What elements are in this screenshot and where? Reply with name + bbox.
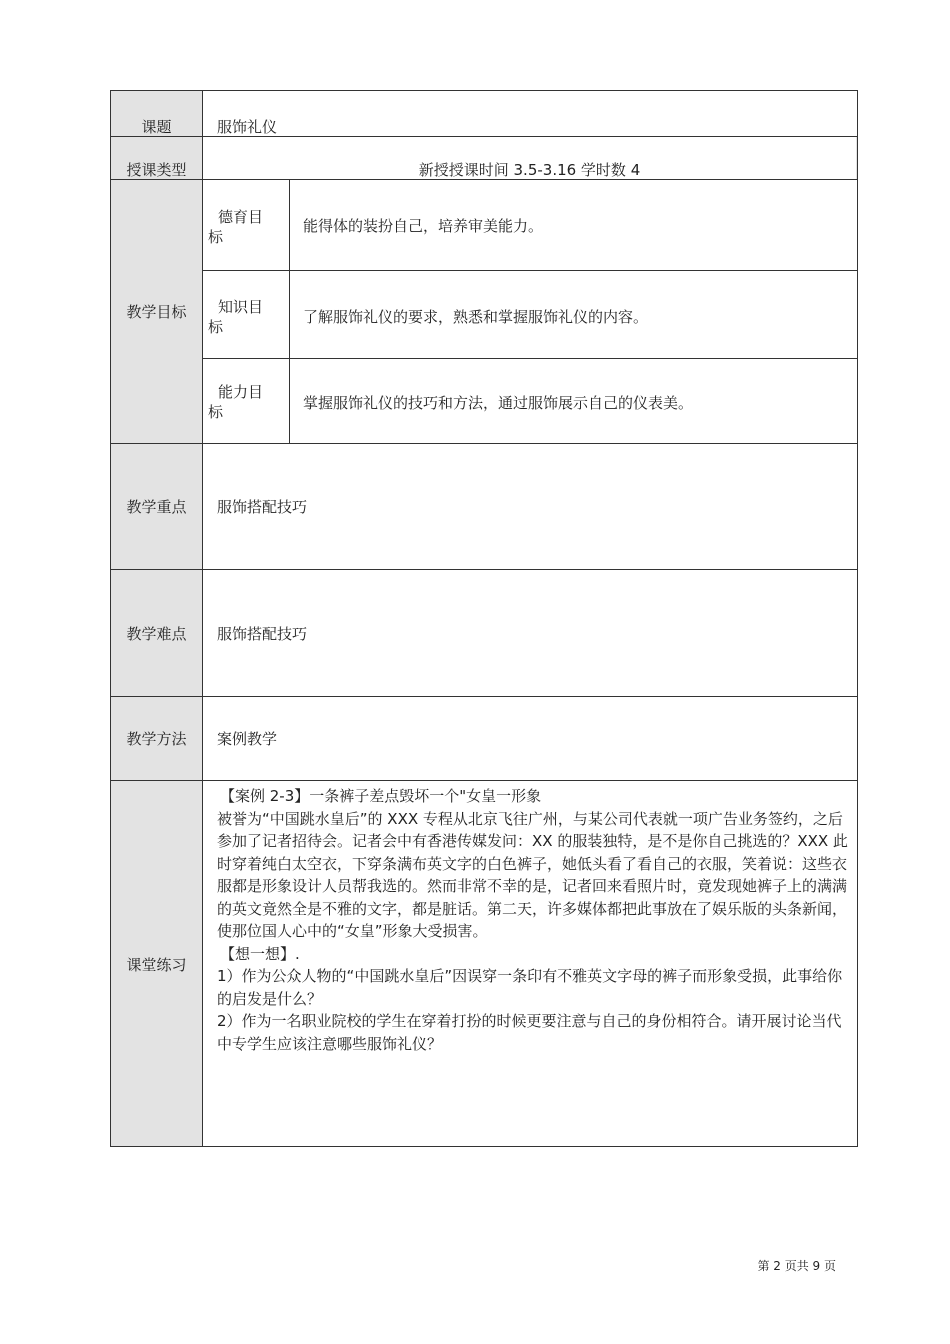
table-rule: [110, 90, 858, 91]
case-text: 被誉为“中国跳水皇后”的 XXX 专程从北京飞往广州，与某公司代表就一项广告业务签约，之后参加了记者招待会。记者会中有香港传媒发问：XX 的服装独特，是不是你自己挑选的？XXX 此时穿着纯白太空衣，下穿条满布英文字的白色裤子，她低头看了看自己的衣服，笑着说：这些衣服都是形象设计人员帮我选的。然而非常不幸的是，记者回来看照片时，竟发现她裤子上的满满的英文竟然全是不雅的文字，都是脏话。第二天，许多媒体都把此事放在了娱乐版的头条新闻，使那位国人心中的“女皇”形象大受损害。: [217, 809, 848, 940]
objective-label-knowledge: [208, 297, 282, 337]
difficulties-label: 教学难点: [126, 625, 187, 643]
key-points-label: 教学重点: [126, 498, 187, 516]
lesson-type-value: 新授授课时间 3.5-3.16 学时数 4: [418, 161, 641, 179]
table-rule: [110, 569, 858, 570]
objective-label-line: 标: [208, 403, 224, 421]
table-rule: [202, 90, 203, 1147]
topic-value: 服饰礼仪: [217, 118, 278, 136]
table-rule: [110, 1146, 858, 1147]
objective-label-line: 标: [208, 228, 224, 246]
table-rule: [202, 358, 858, 359]
lesson-type-label: 授课类型: [126, 161, 187, 179]
table-rule: [202, 270, 858, 271]
table-rule: [110, 443, 858, 444]
objectives-label: 教学目标: [126, 303, 187, 321]
question-item: 2）作为一名职业院校的学生在穿着打扮的时候更要注意与自己的身份相符合。请开展讨论当代中专学生应该注意哪些服饰礼仪？: [217, 1012, 842, 1053]
question-item: 1）作为公众人物的“中国跳水皇后”因误穿一条印有不雅英文字母的裤子而形象受损，此事给你的启发是什么？: [217, 967, 843, 1008]
difficulties-value: 服饰搭配技巧: [217, 625, 308, 643]
practice-label: 课堂练习: [126, 956, 187, 974]
table-rule: [857, 90, 858, 1147]
label-column-shade: [110, 90, 202, 1146]
objective-label-line: 知识目: [218, 298, 264, 316]
table-rule: [289, 179, 290, 444]
objective-value-ability: 掌握服饰礼仪的技巧和方法，通过服饰展示自己的仪表美。: [303, 394, 694, 412]
objective-label-line: 能力目: [218, 383, 264, 401]
objective-label-line: 标: [208, 318, 224, 336]
page-number: 第 2 页共 9 页: [757, 1259, 836, 1273]
objective-value-knowledge: 了解服饰礼仪的要求，熟悉和掌握服饰礼仪的内容。: [303, 308, 649, 326]
table-rule: [110, 780, 858, 781]
key-points-value: 服饰搭配技巧: [217, 498, 308, 516]
methods-value: 案例教学: [217, 730, 278, 748]
table-rule: [110, 696, 858, 697]
table-rule: [110, 90, 111, 1147]
objective-value-moral: 能得体的装扮自己，培养审美能力。: [303, 217, 544, 235]
topic-label: 课题: [141, 118, 172, 136]
think-title: 【想一想】.: [220, 944, 300, 963]
objective-label-ability: [208, 382, 282, 422]
practice-content: [217, 785, 851, 1055]
objective-label-line: 德育目: [218, 208, 264, 226]
case-title: 【案例 2-3】一条裤子差点毁坏一个"女皇一形象: [220, 787, 542, 805]
objective-label-moral: [208, 207, 282, 247]
methods-label: 教学方法: [126, 730, 187, 748]
